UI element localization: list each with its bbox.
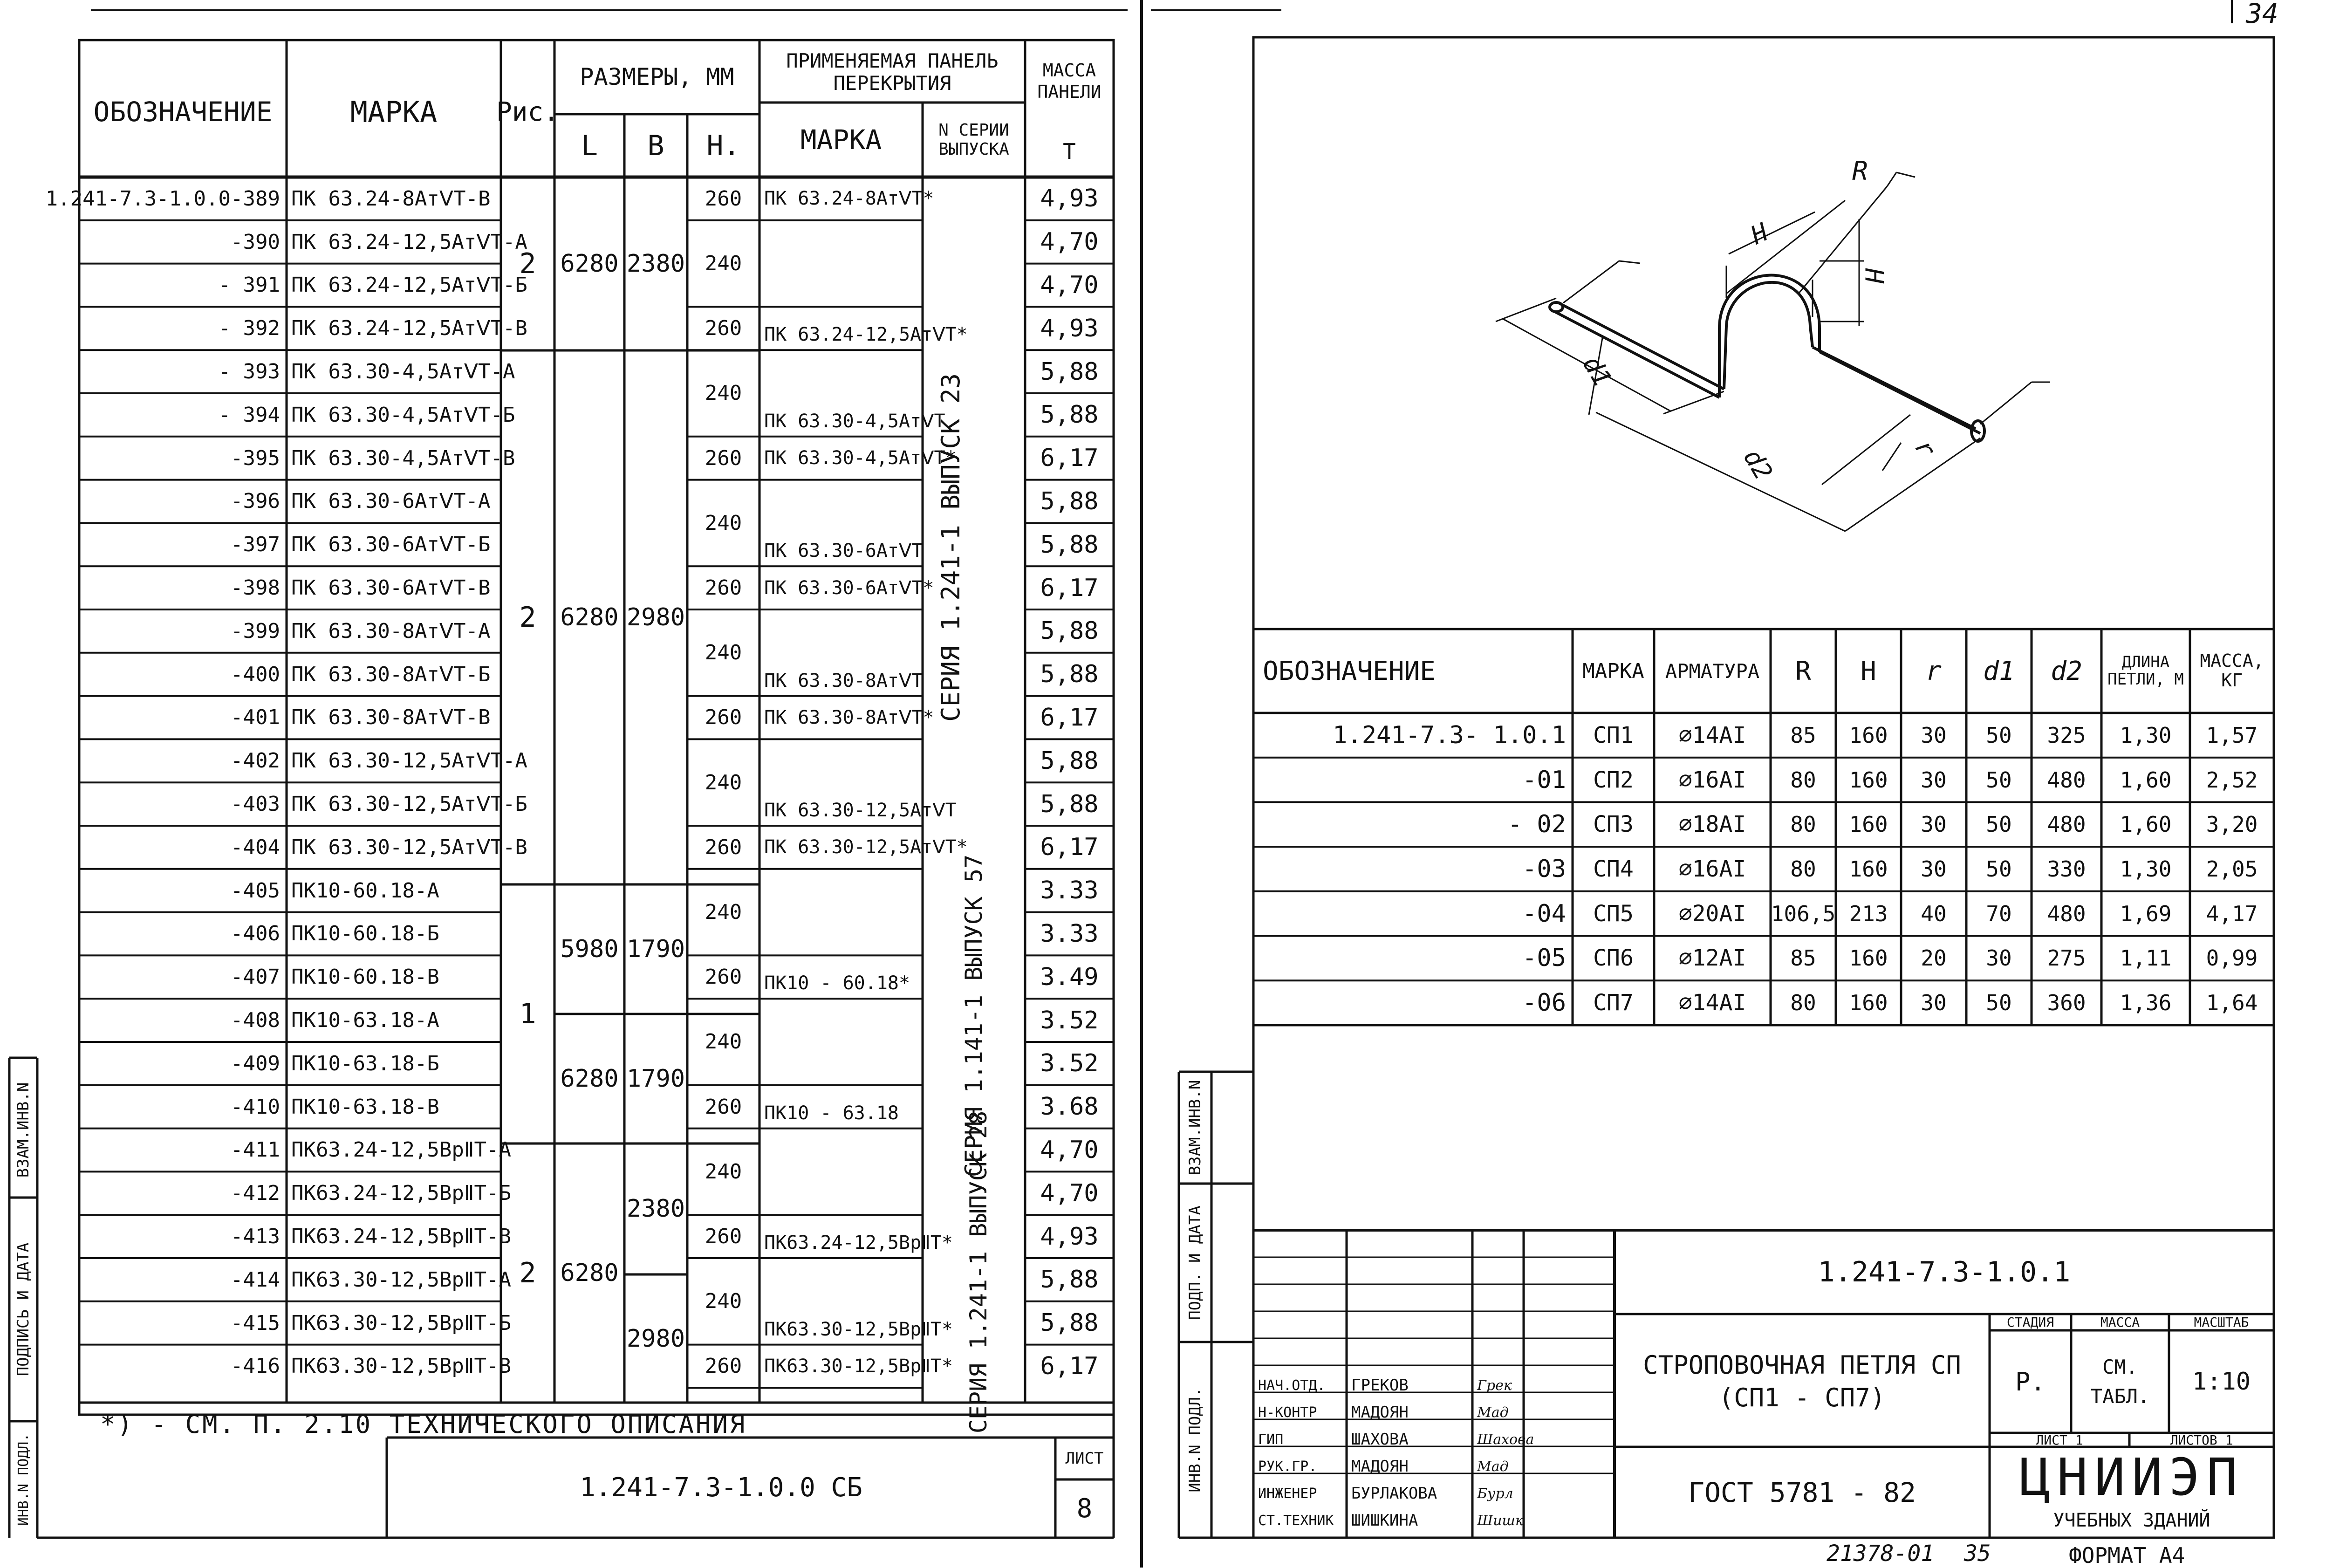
applied-mark-cell: ПК63.24-12,5ВрⅡТ*: [764, 1232, 953, 1253]
right-side-label-2: ПОДП. И ДАТА: [1186, 1205, 1204, 1320]
h-240-cell: 240: [705, 1289, 742, 1314]
left-cell: -411: [231, 1138, 280, 1162]
right-cell-d2: 480: [2047, 901, 2086, 926]
applied-mark-cell: ПК 63.30-4,5АтⅤТ: [764, 410, 945, 432]
label-d1: d1: [1577, 350, 1618, 392]
rheader-mark: МАРКА: [1582, 659, 1644, 683]
right-cell-H: 160: [1849, 812, 1888, 837]
stamp-person-role: Н-КОНТР: [1258, 1404, 1317, 1421]
left-cell: 4,70: [1040, 228, 1099, 256]
left-cell: -406: [231, 922, 280, 946]
page-number: 34: [2246, 0, 2278, 29]
right-cell-R: 106,5: [1771, 901, 1836, 926]
left-side-label-2: ПОДПИСЬ И ДАТА: [14, 1242, 33, 1376]
applied-mark-cell: ПК 63.30-6АтⅤТ*: [764, 577, 934, 599]
right-cell-armature: ⌀20АI: [1678, 900, 1746, 927]
left-cell: -410: [231, 1095, 280, 1119]
left-cell: 1.241-7.3-1.0.0-389: [45, 186, 280, 211]
stamp-person-sign: Мад: [1477, 1458, 1509, 1475]
left-cell: 6,17: [1040, 703, 1099, 732]
left-cell: ПК 63.30-12,5АтⅤТ-В: [291, 835, 527, 859]
right-cell-H: 160: [1849, 945, 1888, 971]
right-cell-R: 80: [1790, 856, 1816, 882]
left-cell: ПК 63.30-6АтⅤТ-А: [291, 489, 491, 514]
left-cell: 4,93: [1040, 314, 1099, 342]
right-cell-H: 160: [1849, 990, 1888, 1016]
left-cell: ПК 63.30-8АтⅤТ-А: [291, 619, 491, 643]
applied-mark-cell: ПК10 - 60.18*: [764, 972, 910, 994]
left-cell: 3.52: [1040, 1049, 1099, 1078]
label-H-side: H: [1859, 268, 1889, 284]
right-cell-d2: 480: [2047, 812, 2086, 837]
right-cell-d1: 50: [1986, 767, 2012, 793]
stamp-person-name: МАДОЯН: [1351, 1457, 1409, 1476]
applied-mark-cell: ПК 63.30-12,5АтⅤТ*: [764, 836, 968, 858]
left-cell: 6,17: [1040, 1352, 1099, 1380]
left-cell: 260: [705, 576, 742, 600]
right-cell-d2: 360: [2047, 990, 2086, 1016]
left-cell: - 392: [218, 316, 280, 341]
right-cell-mark: СП3: [1593, 811, 1634, 838]
left-side-label-1: ВЗАМ.ИНВ.N: [14, 1082, 33, 1178]
left-cell: ПК 63.24-12,5АтⅤТ-Б: [291, 273, 527, 297]
left-cell: -395: [231, 446, 280, 470]
fig-group-e: 2: [519, 1257, 536, 1289]
B-group-e2: 2980: [626, 1324, 685, 1353]
left-cell: 5,88: [1040, 357, 1099, 386]
right-cell-armature: ⌀12АI: [1678, 945, 1746, 972]
left-cell: ПК10-63.18-Б: [291, 1051, 439, 1075]
right-cell-d1: 30: [1986, 945, 2012, 971]
stamp-person-sign: Шахова: [1477, 1431, 1534, 1448]
right-cell-R: 85: [1790, 945, 1816, 971]
label-r: r: [1909, 434, 1942, 462]
left-cell: 5,88: [1040, 790, 1099, 818]
header-mass: МАССА ПАНЕЛИ: [1037, 60, 1101, 102]
left-cell: ПК 63.30-4,5АтⅤТ-Б: [291, 403, 515, 427]
right-cell-R: 80: [1790, 767, 1816, 793]
right-cell-r: 30: [1921, 767, 1947, 793]
stamp-person-role: СТ.ТЕХНИК: [1258, 1512, 1334, 1529]
right-cell-designation: -05: [1522, 944, 1566, 972]
left-cell: -413: [231, 1225, 280, 1249]
stamp-person-name: ГРЕКОВ: [1351, 1376, 1409, 1395]
right-cell-r: 30: [1921, 856, 1947, 882]
left-cell: -414: [231, 1267, 280, 1292]
right-cell-length: 1,30: [2120, 856, 2172, 882]
left-sheet-number: 8: [1076, 1493, 1093, 1524]
right-cell-r: 40: [1921, 901, 1947, 926]
fig-group-b: 2: [519, 601, 536, 634]
left-cell: 260: [705, 1354, 742, 1378]
right-cell-designation: -04: [1522, 899, 1566, 928]
stamp-person-sign: Грек: [1477, 1377, 1512, 1394]
right-cell-designation: - 02: [1507, 810, 1566, 839]
footnote: *) - СМ. П. 2.10 ТЕХНИЧЕСКОГО ОПИСАНИЯ: [100, 1410, 747, 1439]
right-cell-mark: СП4: [1593, 856, 1634, 882]
rheader-R: R: [1795, 656, 1811, 686]
fig-group-a: 2: [519, 247, 536, 280]
rheader-mass: МАССА, КГ: [2200, 650, 2264, 691]
header-figure: Рис.: [496, 96, 559, 127]
L-group-d: 6280: [560, 1065, 619, 1093]
right-cell-d1: 50: [1986, 812, 2012, 837]
right-cell-r: 30: [1921, 722, 1947, 748]
applied-mark-cell: ПК 63.30-12,5АтⅤТ: [764, 799, 957, 821]
right-cell-mass: 1,57: [2206, 722, 2258, 748]
left-cell: 4,93: [1040, 185, 1099, 213]
right-cell-r: 30: [1921, 990, 1947, 1016]
right-cell-d2: 275: [2047, 945, 2086, 971]
right-cell-mark: СП5: [1593, 900, 1634, 927]
applied-mark-cell: ПК 63.30-8АтⅤТ: [764, 670, 923, 692]
right-cell-mass: 1,64: [2206, 990, 2258, 1016]
stamp-stage-header: СТАДИЯ: [2006, 1315, 2054, 1330]
right-cell-mass: 2,52: [2206, 767, 2258, 793]
left-cell: 3.68: [1040, 1093, 1099, 1121]
right-cell-designation: -01: [1522, 766, 1566, 794]
left-cell: ПК63.24-12,5ВрⅡТ-Б: [291, 1181, 511, 1205]
left-cell: 3.49: [1040, 963, 1099, 991]
left-cell: ПК 63.30-6АтⅤТ-Б: [291, 533, 491, 557]
stamp-code: 1.241-7.3-1.0.1: [1818, 1256, 2071, 1288]
right-side-label-3: ИНВ.N ПОДЛ.: [1186, 1387, 1204, 1493]
left-side-label-3: ИНВ.N ПОДЛ.: [15, 1433, 32, 1526]
header-applied-mark: МАРКА: [800, 124, 882, 156]
left-cell: ПК 63.30-4,5АтⅤТ-В: [291, 446, 515, 470]
left-cell: 260: [705, 835, 742, 859]
right-cell-designation: -06: [1522, 989, 1566, 1017]
stamp-person-role: ГИП: [1258, 1431, 1284, 1448]
right-cell-H: 213: [1849, 901, 1888, 926]
h-240-cell: 240: [705, 381, 742, 405]
h-240-cell: 240: [705, 1030, 742, 1054]
stamp-scale-header: МАСШТАБ: [2194, 1315, 2249, 1330]
left-cell: -407: [231, 965, 280, 989]
right-cell-d1: 50: [1986, 722, 2012, 748]
left-cell: ПК63.24-12,5ВрⅡТ-А: [291, 1138, 511, 1162]
right-cell-d1: 50: [1986, 856, 2012, 882]
bottom-code: 21378-01: [1827, 1541, 1935, 1567]
left-cell: -397: [231, 533, 280, 557]
right-cell-armature: ⌀16АI: [1678, 856, 1746, 882]
right-cell-armature: ⌀14АI: [1678, 990, 1746, 1016]
applied-mark-cell: ПК 63.30-4,5АтⅤТ*: [764, 447, 957, 469]
right-cell-H: 160: [1849, 856, 1888, 882]
right-cell-mark: СП7: [1593, 990, 1634, 1016]
right-cell-H: 160: [1849, 722, 1888, 748]
applied-mark-cell: ПК63.30-12,5ВрⅡТ*: [764, 1318, 953, 1340]
left-cell: 3.33: [1040, 876, 1099, 905]
right-cell-d2: 325: [2047, 722, 2086, 748]
right-cell-mass: 3,20: [2206, 812, 2258, 837]
left-cell: ПК 63.30-4,5АтⅤТ-А: [291, 360, 515, 384]
left-cell: 4,70: [1040, 1179, 1099, 1207]
left-cell: ПК10-63.18-А: [291, 1008, 439, 1033]
stamp-sheets: ЛИСТОВ 1: [2170, 1432, 2233, 1448]
left-cell: 260: [705, 1225, 742, 1249]
stamp-person-sign: Шишк: [1477, 1512, 1524, 1529]
format-label: ФОРМАТ А4: [2069, 1543, 2185, 1568]
right-cell-d1: 70: [1986, 901, 2012, 926]
stamp-scale: 1:10: [2192, 1368, 2251, 1396]
left-cell: -401: [231, 705, 280, 730]
B-group-d: 1790: [626, 1065, 685, 1093]
rheader-d1: d1: [1983, 656, 2015, 686]
header-dimensions: РАЗМЕРЫ, ММ: [580, 63, 734, 90]
stamp-gost: ГОСТ 5781 - 82: [1688, 1476, 1916, 1508]
rheader-armature: АРМАТУРА: [1665, 659, 1760, 683]
left-cell: - 393: [218, 360, 280, 384]
left-cell: ПК 63.30-8АтⅤТ-Б: [291, 662, 491, 686]
L-group-c: 5980: [560, 935, 619, 963]
right-cell-R: 85: [1790, 722, 1816, 748]
right-cell-d2: 330: [2047, 856, 2086, 882]
left-cell: ПК 63.30-6АтⅤТ-В: [291, 576, 491, 600]
stamp-person-sign: Мад: [1477, 1404, 1509, 1421]
h-240-cell: 240: [705, 252, 742, 276]
left-cell: -408: [231, 1008, 280, 1033]
left-cell: 3.33: [1040, 919, 1099, 948]
h-240-cell: 240: [705, 770, 742, 794]
left-cell: 260: [705, 316, 742, 341]
left-sheet-label: ЛИСТ: [1065, 1449, 1104, 1468]
L-group-e: 6280: [560, 1259, 619, 1287]
h-240-cell: 240: [705, 511, 742, 535]
left-cell: 4,70: [1040, 1136, 1099, 1164]
header-designation: ОБОЗНАЧЕНИЕ: [93, 96, 273, 128]
left-cell: -412: [231, 1181, 280, 1205]
stamp-title: СТРОПОВОЧНАЯ ПЕТЛЯ СП (СП1 - СП7): [1643, 1350, 1961, 1412]
label-H-top: H: [1746, 217, 1773, 250]
rheader-d2: d2: [2051, 656, 2082, 686]
right-cell-mark: СП1: [1593, 722, 1634, 748]
left-cell: -415: [231, 1311, 280, 1335]
right-cell-length: 1,36: [2120, 990, 2172, 1016]
stamp-org-sub: УЧЕБНЫХ ЗДАНИЙ: [2053, 1509, 2210, 1531]
right-cell-R: 80: [1790, 990, 1816, 1016]
header-mark: МАРКА: [350, 95, 438, 129]
stamp-org: ЦНИИЭП: [2019, 1447, 2244, 1507]
applied-mark-cell: ПК63.30-12,5ВрⅡТ*: [764, 1355, 953, 1377]
stamp-person-name: БУРЛАКОВА: [1351, 1484, 1437, 1503]
header-series: N СЕРИИ ВЫПУСКА: [938, 120, 1009, 159]
applied-mark-cell: ПК 63.30-6АтⅤТ: [764, 540, 923, 562]
left-cell: 260: [705, 1095, 742, 1119]
left-cell: -398: [231, 576, 280, 600]
lifting-loop-drawing: [1496, 172, 2050, 531]
stamp-person-role: ИНЖЕНЕР: [1258, 1485, 1317, 1502]
left-cell: 260: [705, 705, 742, 730]
right-cell-armature: ⌀18АI: [1678, 811, 1746, 838]
left-cell: ПК 63.24-8АтⅤТ-В: [291, 186, 491, 211]
left-cell: ПК 63.30-8АтⅤТ-В: [291, 705, 491, 730]
left-cell: - 394: [218, 403, 280, 427]
L-group-b: 6280: [560, 603, 619, 631]
rheader-r: r: [1926, 656, 1942, 686]
left-cell: ПК 63.24-12,5АтⅤТ-В: [291, 316, 527, 341]
left-cell: ПК 63.24-12,5АтⅤТ-А: [291, 230, 527, 254]
B-group-a: 2380: [626, 250, 685, 278]
stamp-person-name: ШАХОВА: [1351, 1430, 1409, 1449]
left-cell: -404: [231, 835, 280, 859]
right-cell-d2: 480: [2047, 767, 2086, 793]
left-cell: ПК63.30-12,5ВрⅡТ-А: [291, 1267, 511, 1292]
stamp-mass-header: МАССА: [2100, 1315, 2140, 1330]
right-cell-r: 20: [1921, 945, 1947, 971]
left-cell: 5,88: [1040, 660, 1099, 689]
left-cell: ПК63.30-12,5ВрⅡТ-В: [291, 1354, 511, 1378]
left-cell: ПК 63.30-12,5АтⅤТ-Б: [291, 792, 527, 816]
left-cell: ПК10-63.18-В: [291, 1095, 439, 1119]
left-cell: 6,17: [1040, 574, 1099, 602]
left-cell: 6,17: [1040, 833, 1099, 862]
B-group-c: 1790: [626, 935, 685, 963]
left-cell: -409: [231, 1051, 280, 1075]
stamp-person-role: НАЧ.ОТД.: [1258, 1377, 1326, 1394]
right-cell-H: 160: [1849, 767, 1888, 793]
stamp-mass: СМ. ТАБЛ.: [2090, 1356, 2150, 1408]
h-240-cell: 240: [705, 1159, 742, 1184]
header-B: В: [647, 129, 664, 162]
rheader-H: H: [1861, 656, 1876, 686]
left-cell: 5,88: [1040, 617, 1099, 645]
applied-mark-cell: ПК 63.24-12,5АтⅤТ*: [764, 324, 968, 346]
left-cell: 5,88: [1040, 1309, 1099, 1337]
left-cell: ПК63.30-12,5ВрⅡТ-Б: [291, 1311, 511, 1335]
L-group-a: 6280: [560, 250, 619, 278]
left-cell: 5,88: [1040, 746, 1099, 775]
right-cell-designation: -03: [1522, 855, 1566, 883]
bottom-number: 35: [1964, 1541, 1991, 1567]
h-240-cell: 240: [705, 641, 742, 665]
B-group-e1: 2380: [626, 1195, 685, 1223]
stamp-person-name: ШИШКИНА: [1351, 1511, 1418, 1530]
stamp-person-sign: Бурл: [1477, 1485, 1513, 1502]
header-H: Н.: [706, 129, 740, 162]
applied-mark-cell: ПК 63.30-8АтⅤТ*: [764, 706, 934, 728]
right-cell-mark: СП2: [1593, 767, 1634, 793]
label-R: R: [1852, 156, 1868, 186]
left-cell: -402: [231, 749, 280, 773]
stamp-sheet: ЛИСТ 1: [2036, 1432, 2083, 1448]
right-cell-length: 1,69: [2120, 901, 2172, 926]
right-cell-mark: СП6: [1593, 945, 1634, 972]
left-cell: -403: [231, 792, 280, 816]
left-cell: -390: [231, 230, 280, 254]
fig-group-c: 1: [519, 998, 536, 1030]
left-cell: 5,88: [1040, 530, 1099, 559]
right-side-label-1: ВЗАМ.ИНВ.N: [1186, 1080, 1204, 1176]
left-cell: -399: [231, 619, 280, 643]
right-cell-mass: 0,99: [2206, 945, 2258, 971]
right-cell-armature: ⌀16АI: [1678, 767, 1746, 793]
left-cell: 3.52: [1040, 1006, 1099, 1034]
left-cell: 4,70: [1040, 271, 1099, 299]
rheader-designation: ОБОЗНАЧЕНИЕ: [1263, 656, 1436, 686]
rheader-length: ДЛИНА ПЕТЛИ, М: [2107, 652, 2184, 689]
applied-mark-cell: ПК10 - 63.18: [764, 1102, 899, 1124]
applied-mark-cell: ПК 63.24-8АтⅤТ*: [764, 188, 934, 210]
left-cell: -405: [231, 878, 280, 903]
left-cell: 6,17: [1040, 444, 1099, 472]
header-applied-panel: ПРИМЕНЯЕМАЯ ПАНЕЛЬ ПЕРЕКРЫТИЯ: [786, 49, 999, 95]
left-cell: ПК10-60.18-Б: [291, 922, 439, 946]
left-cell: ПК10-60.18-В: [291, 965, 439, 989]
left-cell: 5,88: [1040, 401, 1099, 429]
h-240-cell: 240: [705, 900, 742, 924]
left-cell: -400: [231, 662, 280, 686]
right-cell-r: 30: [1921, 812, 1947, 837]
right-cell-armature: ⌀14АI: [1678, 722, 1746, 748]
left-cell: -416: [231, 1354, 280, 1378]
left-cell: 4,93: [1040, 1222, 1099, 1251]
left-cell: 5,88: [1040, 487, 1099, 515]
series-label-23: СЕРИЯ 1.241-1 ВЫПУСК 23: [936, 373, 965, 722]
B-group-b: 2980: [626, 603, 685, 631]
series-label-57: СЕРИЯ 1.141-1 ВЫПУСК 57: [960, 854, 987, 1178]
left-cell: ПК10-60.18-А: [291, 878, 439, 903]
right-cell-length: 1,30: [2120, 722, 2172, 748]
right-cell-length: 1,60: [2120, 767, 2172, 793]
stamp-stage: Р.: [2015, 1367, 2046, 1397]
left-cell: ПК63.24-12,5ВрⅡТ-В: [291, 1225, 511, 1249]
right-cell-mass: 4,17: [2206, 901, 2258, 926]
right-cell-designation: 1.241-7.3- 1.0.1: [1333, 721, 1566, 749]
left-cell: 260: [705, 186, 742, 211]
left-cell: 260: [705, 965, 742, 989]
right-cell-d1: 50: [1986, 990, 2012, 1016]
series-label-28: СЕРИЯ 1.241-1 ВЫПУСК 28: [965, 1110, 992, 1434]
stamp-person-role: РУК.ГР.: [1258, 1458, 1317, 1475]
left-cell: ПК 63.30-12,5АтⅤТ-А: [291, 749, 527, 773]
right-cell-R: 80: [1790, 812, 1816, 837]
right-cell-mass: 2,05: [2206, 856, 2258, 882]
left-stamp-code: 1.241-7.3-1.0.0 СБ: [580, 1472, 862, 1503]
label-d2: d2: [1738, 444, 1779, 485]
stamp-person-name: МАДОЯН: [1351, 1403, 1409, 1422]
left-cell: - 391: [218, 273, 280, 297]
header-L: L: [581, 129, 598, 162]
right-cell-length: 1,11: [2120, 945, 2172, 971]
left-cell: -396: [231, 489, 280, 514]
left-cell: 260: [705, 446, 742, 470]
left-cell: 5,88: [1040, 1266, 1099, 1294]
header-mass-unit: Т: [1063, 139, 1076, 164]
right-cell-length: 1,60: [2120, 812, 2172, 837]
